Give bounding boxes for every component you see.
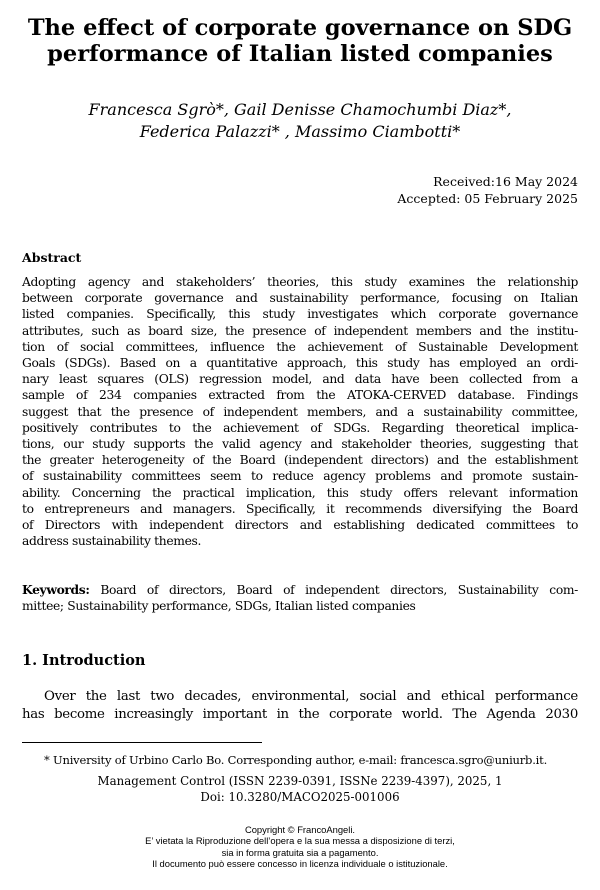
keywords-label: Keywords:	[22, 582, 90, 597]
abstract-line: Goals (SDGs). Based on a quantitative approach, this study has employed an ordi-	[22, 356, 578, 371]
abstract-line: nary least squares (OLS) regression model, and data have been collected from a	[22, 372, 578, 387]
copyright-line-4: Il documento può essere concesso in licenza individuale o istituzionale.	[152, 857, 448, 869]
authors-line-2: Federica Palazzi* , Massimo Ciambotti*	[139, 122, 461, 141]
abstract-line: the greater heterogeneity of the Board (independent directors) and the establishment	[22, 453, 578, 468]
paper-title	[0, 15, 600, 67]
abstract-line: suggest that the presence of independent members, and a sustainability committee,	[22, 404, 578, 419]
footnote-divider	[22, 742, 262, 743]
abstract-heading: Abstract	[22, 250, 82, 265]
abstract-body	[22, 274, 578, 549]
submission-dates	[397, 173, 578, 207]
abstract-line: of sustainability committees seem to reduce agency problems and promote sustain-	[22, 469, 578, 484]
section-heading-introduction: 1. Introduction	[22, 652, 146, 669]
keywords	[22, 582, 578, 614]
keywords-line-2: mittee; Sustainability performance, SDGs, Italian listed companies	[22, 599, 416, 614]
keywords-line-1	[22, 582, 578, 598]
abstract-line: to entrepreneurs and managers. Specifically, it recommends diversifying the Board	[22, 501, 578, 516]
introduction-line-2: has become increasingly important in the corporate world. The Agenda 2030	[22, 707, 578, 722]
journal-doi: Doi: 10.3280/MACO2025-001006	[200, 790, 400, 804]
abstract-line: tions, our study supports the valid agency and stakeholder theories, suggesting that	[22, 437, 578, 452]
copyright-notice	[0, 824, 600, 869]
abstract-line: tion of social committees, influence the achievement of Sustainable Development	[22, 339, 578, 354]
journal-info	[0, 773, 600, 805]
abstract-line: between corporate governance and sustainability performance, focusing on Italian	[22, 291, 578, 306]
keywords-text-1: Board of directors, Board of independent directors, Sustainability com-	[89, 583, 578, 597]
copyright-line-2: E’ vietata la Riproduzione dell’opera e la sua messa a disposizione di terzi,	[145, 835, 455, 847]
title-line-1: The effect of corporate governance on SDG	[27, 15, 573, 41]
abstract-line: positively contributes to the achievement of SDGs. Regarding theoretical implica-	[22, 420, 578, 435]
received-date: Received:16 May 2024	[433, 174, 578, 189]
affiliation-footnote: * University of Urbino Carlo Bo. Corresponding author, e-mail: francesca.sgro@uniurb.it.	[44, 753, 548, 767]
introduction-line-1: Over the last two decades, environmental, social and ethical performance	[44, 689, 578, 704]
journal-citation: Management Control (ISSN 2239-0391, ISSNe 2239-4397), 2025, 1	[97, 774, 503, 788]
abstract-line: listed companies. Specifically, this study investigates which corporate governance	[22, 307, 578, 322]
abstract-line: address sustainability themes.	[22, 534, 202, 549]
authors-line-1: Francesca Sgrò*, Gail Denisse Chamochumbi Diaz*,	[88, 100, 512, 119]
accepted-date: Accepted: 05 February 2025	[397, 191, 578, 206]
abstract-line: of Directors with independent directors and establishing dedicated committees to	[22, 518, 578, 533]
copyright-line-1: Copyright © FrancoAngeli.	[244, 824, 356, 835]
copyright-line-3: sia in forma gratuita sia a pagamento.	[221, 846, 379, 858]
abstract-line: Adopting agency and stakeholders’ theories, this study examines the relationship	[22, 275, 578, 289]
abstract-line: attributes, such as board size, the presence of independent members and the institu-	[22, 323, 578, 338]
author-list	[0, 99, 600, 143]
abstract-line: ability. Concerning the practical implication, this study offers relevant information	[22, 485, 578, 500]
title-line-2: performance of Italian listed companies	[47, 41, 553, 67]
abstract-line: sample of 234 companies extracted from the ATOKA-CERVED database. Findings	[22, 388, 578, 403]
introduction-body	[22, 688, 578, 724]
